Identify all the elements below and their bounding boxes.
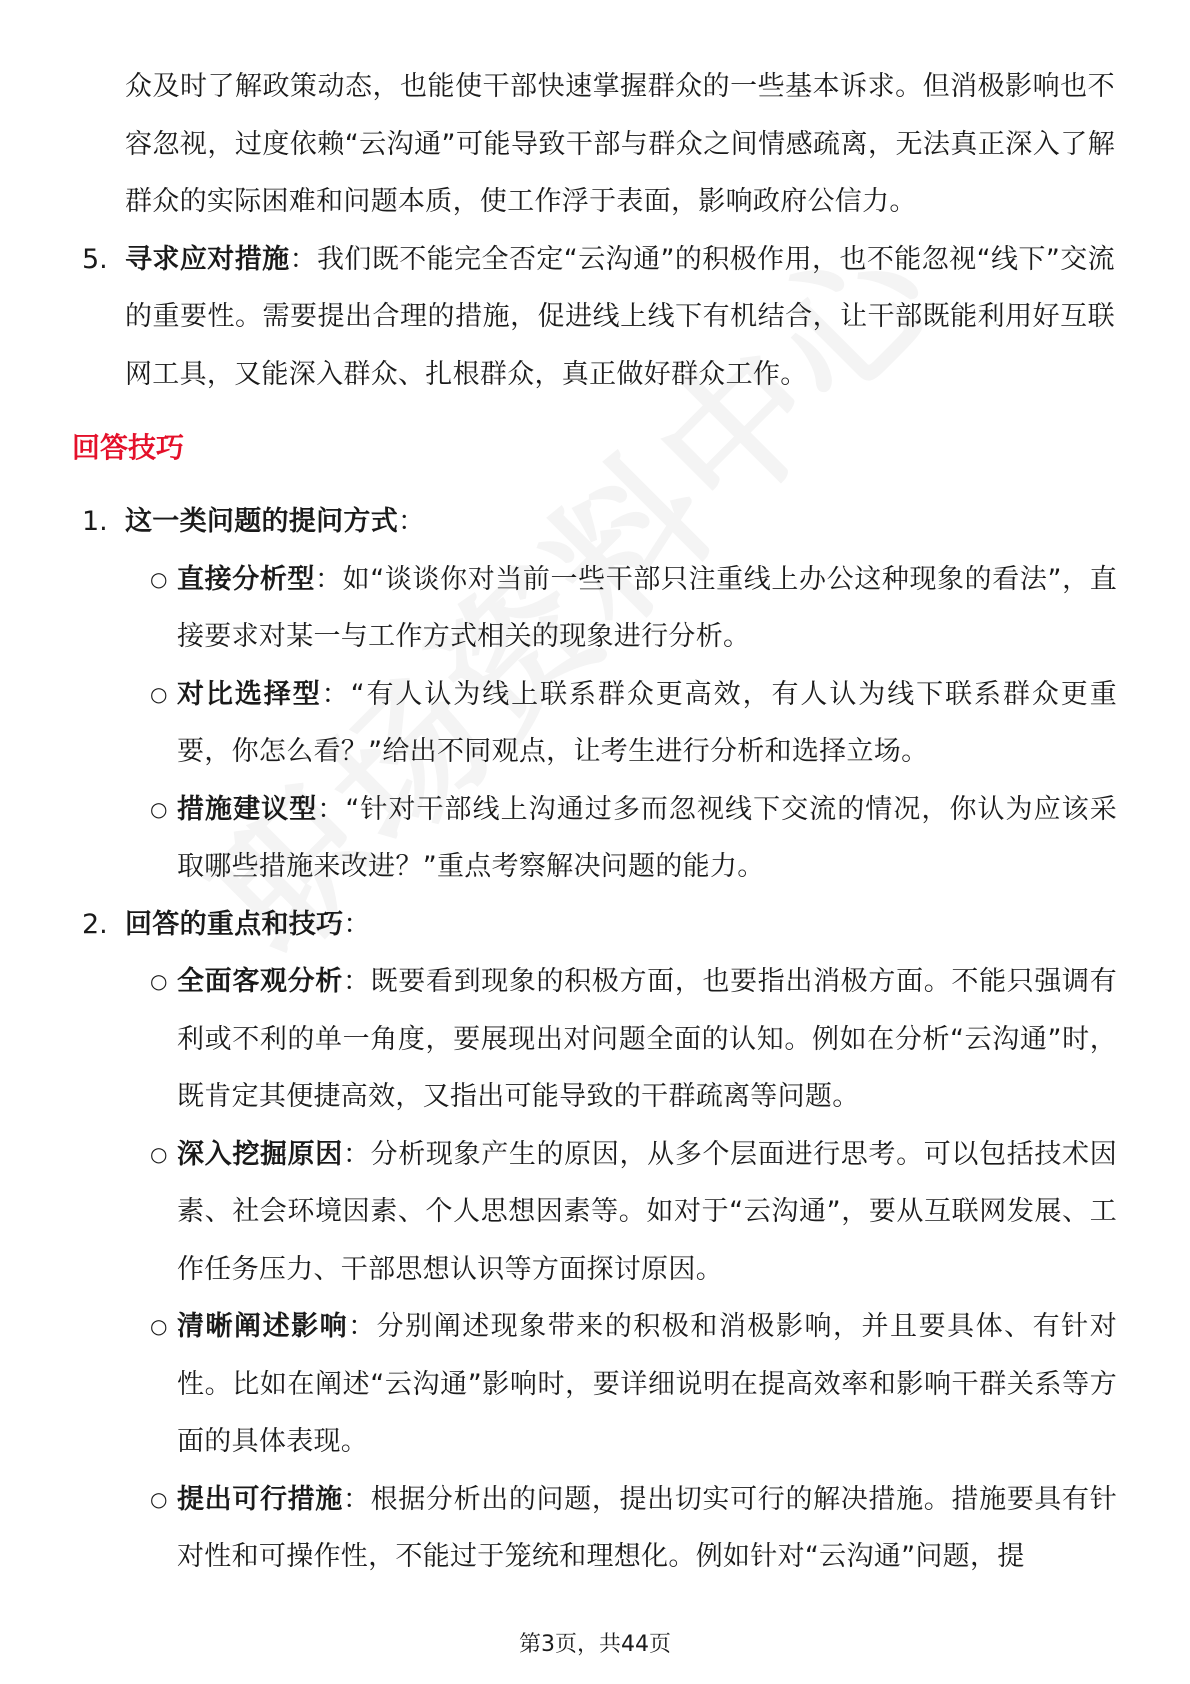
bullet-item bbox=[150, 1126, 1117, 1299]
bullet-text: ：如“谈谈你对当前一些干部只注重线上办公这种现象的看法”，直接要求对某一与工作方式相关的现象进行分析。 bbox=[177, 563, 1117, 652]
bullet-item bbox=[150, 1298, 1117, 1471]
bullet-text: ：“针对干部线上沟通过多而忽视线下交流的情况，你认为应该采取哪些措施来改进？”重点考察解决问题的能力。 bbox=[177, 793, 1118, 882]
bullet-title: 清晰阐述影响 bbox=[177, 1311, 349, 1342]
item-title: 这一类问题的提问方式 bbox=[125, 506, 398, 537]
bullet-circle-icon: ○ bbox=[150, 566, 168, 591]
bullet-title: 提出可行措施 bbox=[177, 1483, 343, 1515]
bullet-circle-icon: ○ bbox=[150, 969, 168, 993]
bullet-title: 措施建议型 bbox=[177, 793, 318, 825]
bullet-circle-icon: ○ bbox=[150, 796, 168, 821]
bullet-item bbox=[150, 953, 1117, 1126]
list-item-5 bbox=[82, 231, 1115, 404]
bullet-title: 深入挖掘原因 bbox=[177, 1138, 343, 1170]
item-title: 回答的重点和技巧 bbox=[125, 908, 344, 940]
bullet-item bbox=[150, 666, 1118, 781]
bullet-title: 全面客观分析 bbox=[177, 966, 343, 997]
section-heading: 回答技巧 bbox=[72, 431, 185, 464]
page-footer: 第3页，共44页 bbox=[519, 1632, 671, 1657]
bullet-circle-icon: ○ bbox=[150, 1314, 168, 1338]
bullet-text: ：根据分析出的问题，提出切实可行的解决措施。措施要具有针对性和可操作性，不能过于笼统和理想化。例如针对“云沟通”问题，提 bbox=[177, 1483, 1117, 1572]
list-number: 1. bbox=[82, 506, 108, 537]
bullet-item bbox=[150, 781, 1118, 896]
bullet-text: ：“有人认为线上联系群众更高效，有人认为线下联系群众更重要，你怎么看？”给出不同观点，让考生进行分析和选择立场。 bbox=[177, 678, 1118, 767]
bullet-text: ：分别阐述现象带来的积极和消极影响，并且要具体、有针对性。比如在阐述“云沟通”影响时，要详细说明在提高效率和影响干群关系等方面的具体表现。 bbox=[177, 1311, 1117, 1457]
list-number: 5. bbox=[82, 243, 108, 275]
list-item-2 bbox=[82, 896, 1115, 954]
bullet-title: 直接分析型 bbox=[177, 563, 316, 595]
bullet-circle-icon: ○ bbox=[150, 1486, 168, 1511]
bullet-item bbox=[150, 551, 1117, 666]
bullet-text: ：分析现象产生的原因，从多个层面进行思考。可以包括技术因素、社会环境因素、个人思想因素等。如对于“云沟通”，要从互联网发展、工作任务压力、干部思想认识等方面探讨原因。 bbox=[177, 1138, 1117, 1285]
bullet-item bbox=[150, 1471, 1117, 1586]
item-text: ： bbox=[343, 908, 371, 940]
bullet-circle-icon: ○ bbox=[150, 1141, 168, 1166]
continued-paragraph: 众及时了解政策动态，也能使干部快速掌握群众的一些基本诉求。但消极影响也不容忽视，过度依赖“云沟通”可能导致干部与群众之间情感疏离，无法真正深入了解群众的实际困难和问题本质，使工作浮于表面，影响政府公信力。 bbox=[125, 71, 1115, 217]
document-body bbox=[0, 58, 1190, 1586]
item-text: ：我们既不能完全否定“云沟通”的积极作用，也不能忽视“线下”交流的重要性。需要提出合理的措施，促进线上线下有机结合，让干部既能利用好互联网工具，又能深入群众、扎根群众，真正做好群众工作。 bbox=[125, 243, 1115, 390]
item-text: ： bbox=[398, 506, 426, 537]
list-item-1 bbox=[82, 493, 1115, 551]
bullet-circle-icon: ○ bbox=[150, 681, 168, 706]
bullet-text: ：既要看到现象的积极方面，也要指出消极方面。不能只强调有利或不利的单一角度，要展现出对问题全面的认知。例如在分析“云沟通”时，既肯定其便捷高效，又指出可能导致的干群疏离等问题。 bbox=[177, 966, 1117, 1112]
bullet-title: 对比选择型 bbox=[177, 678, 322, 710]
list-number: 2. bbox=[82, 908, 108, 940]
item-title: 寻求应对措施 bbox=[125, 243, 290, 275]
